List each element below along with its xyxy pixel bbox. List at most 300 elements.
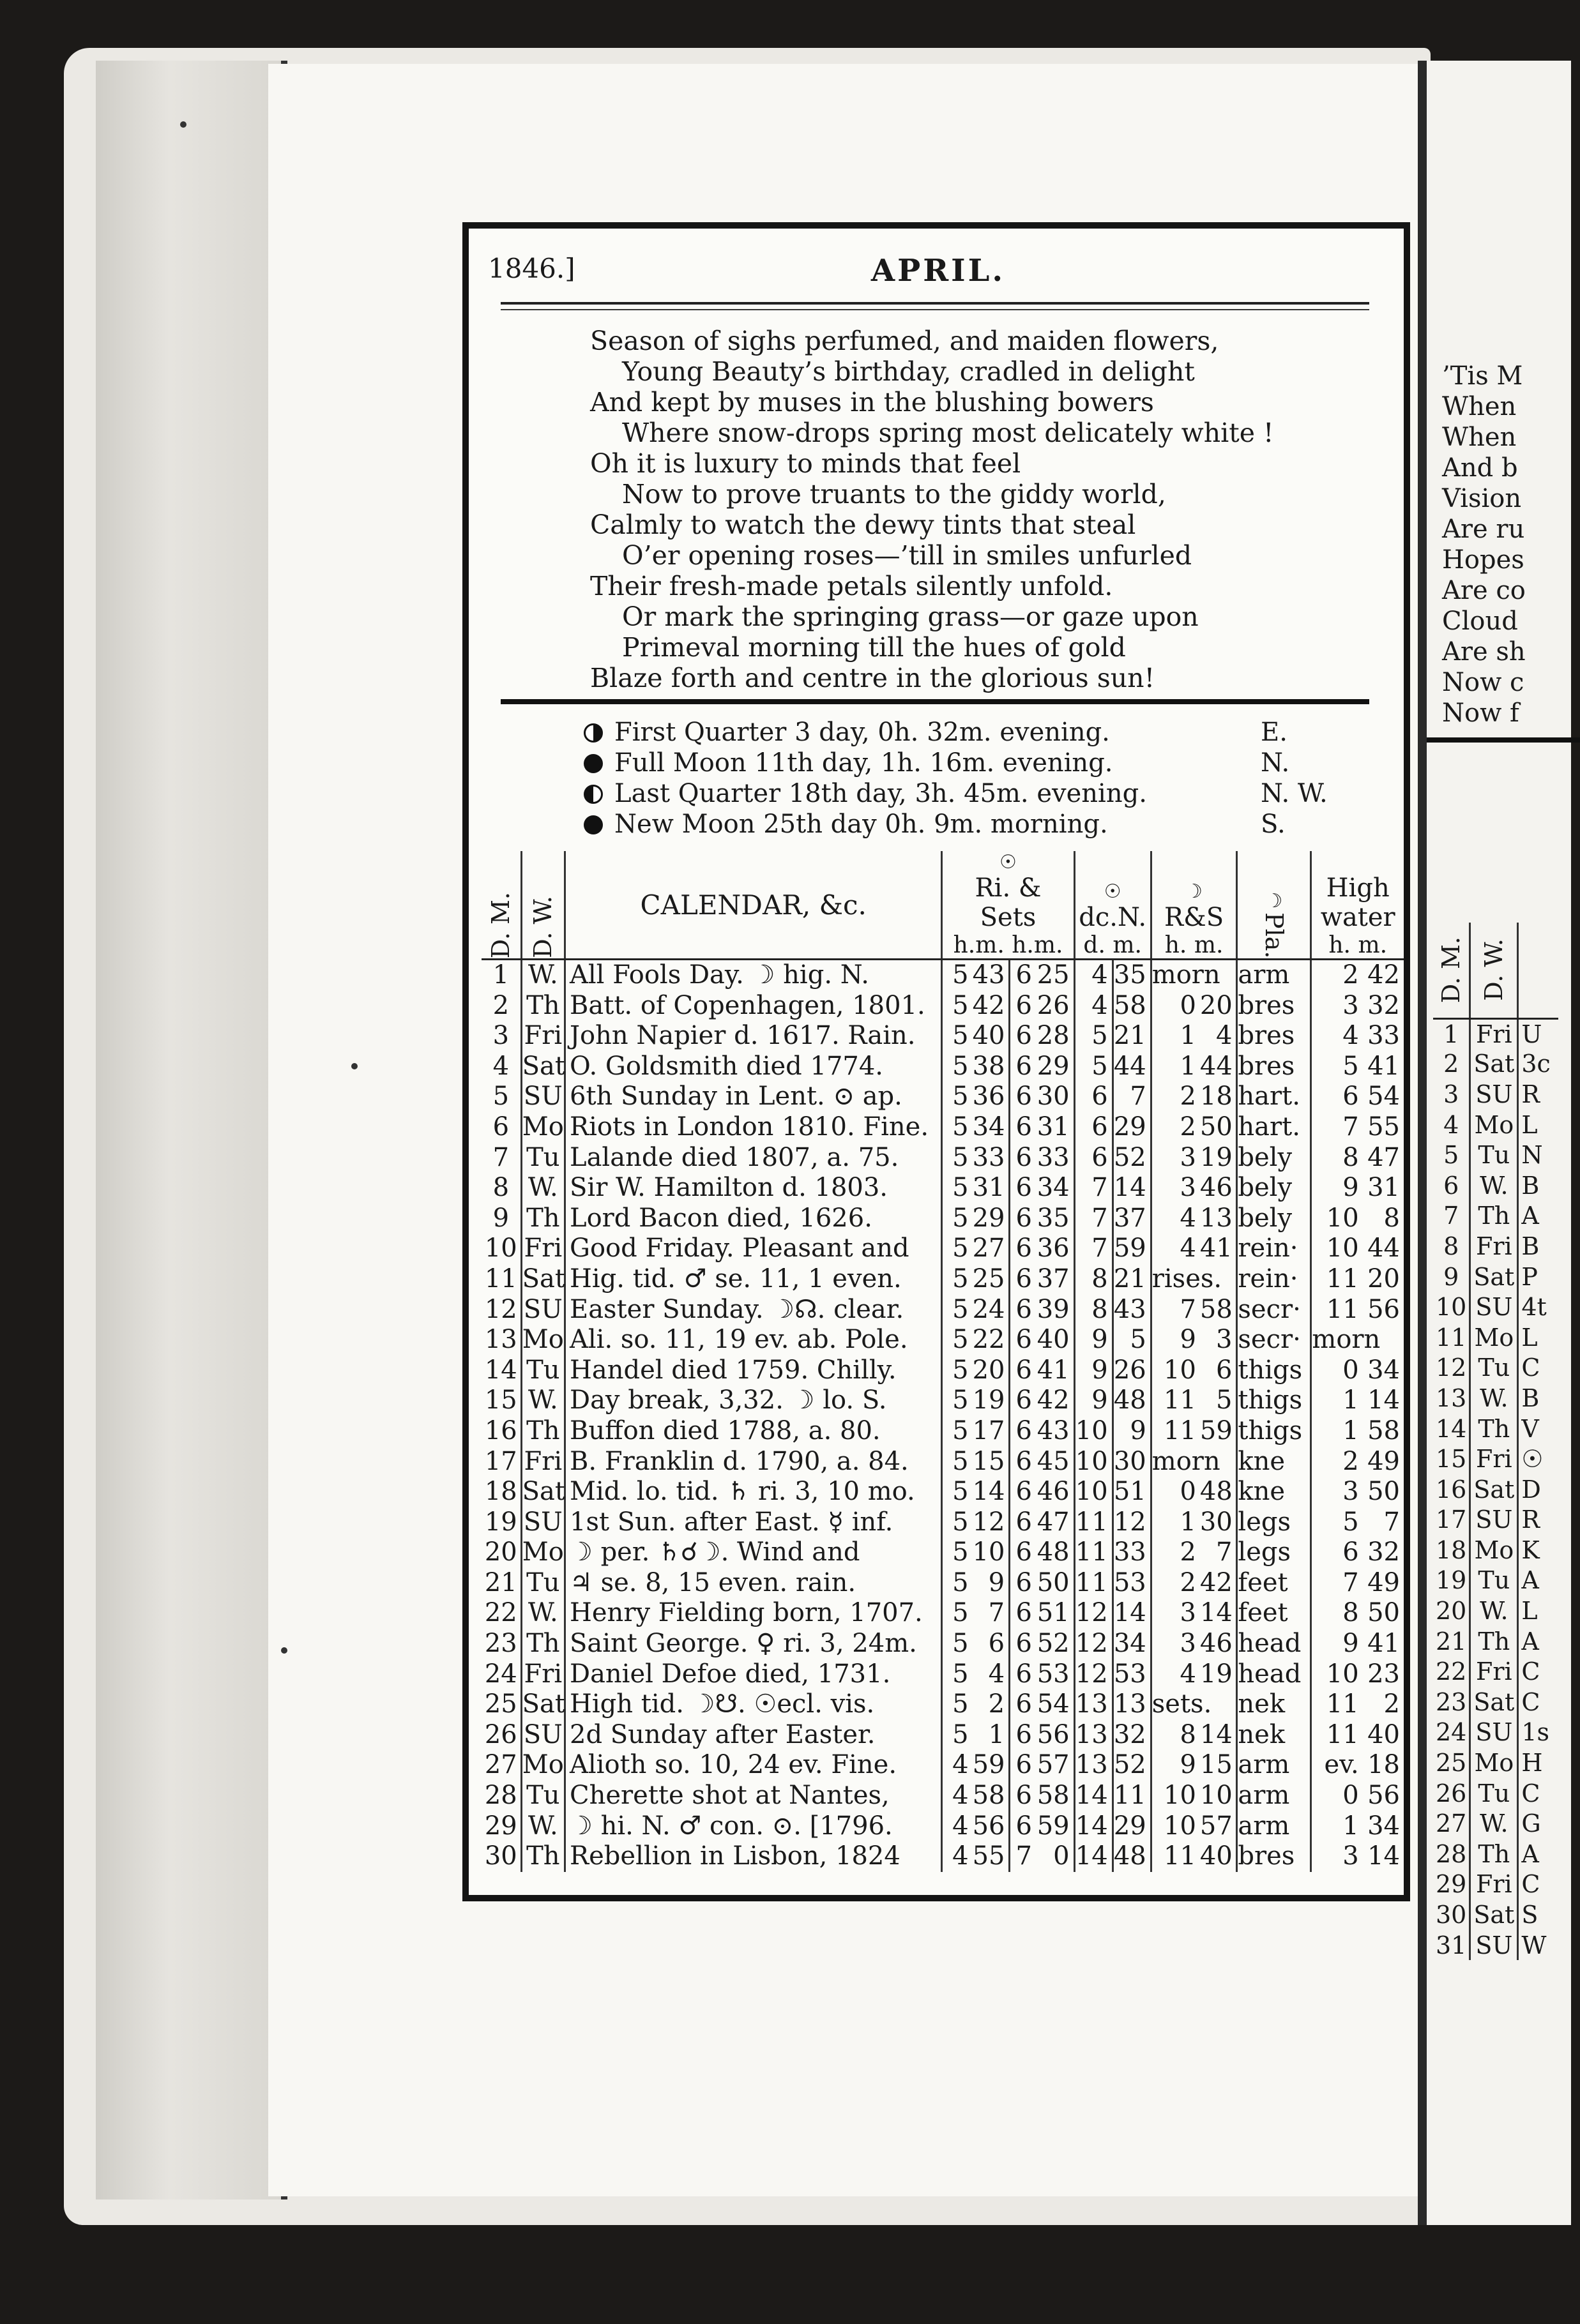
table-row bbox=[482, 1021, 1404, 1052]
high-water-hour: 1 bbox=[1342, 1385, 1359, 1415]
day-of-month: 30 bbox=[482, 1841, 521, 1872]
next-page-weekday: W. bbox=[1470, 1383, 1518, 1414]
next-page-weekday: W. bbox=[1470, 1808, 1518, 1839]
moon-place: bres bbox=[1237, 1021, 1311, 1052]
poem-line: Where snow-drops spring most delicately white ! bbox=[622, 418, 1274, 448]
sunrise-minute: 25 bbox=[973, 1264, 1010, 1295]
declination-degrees: 4 bbox=[1074, 960, 1113, 991]
high-water-hour: 6 bbox=[1342, 1082, 1359, 1112]
table-row bbox=[482, 1234, 1404, 1264]
next-page-day: 2 bbox=[1433, 1049, 1470, 1080]
day-of-week: W. bbox=[521, 960, 565, 991]
next-page-event: C bbox=[1521, 1870, 1540, 1899]
sunset-minute: 43 bbox=[1036, 1416, 1074, 1447]
declination-degrees: 11 bbox=[1074, 1568, 1113, 1599]
high-water-hour: 9 bbox=[1342, 1629, 1359, 1659]
high-water-hour: 11 bbox=[1326, 1719, 1359, 1749]
next-page-row bbox=[1433, 1201, 1558, 1232]
day-of-week: Mo bbox=[522, 1112, 564, 1142]
high-water-minute: 14 bbox=[1367, 1385, 1400, 1415]
moon-rise-set-minute: 20 bbox=[1200, 991, 1237, 1022]
high-water-minute: 56 bbox=[1367, 1294, 1400, 1324]
next-page-day: 29 bbox=[1433, 1869, 1470, 1900]
next-page-weekday: Mo bbox=[1470, 1535, 1518, 1566]
sunrise-hour: 5 bbox=[952, 1446, 969, 1476]
sunset-hour: 6 bbox=[1015, 1264, 1032, 1294]
next-page-day: 23 bbox=[1433, 1687, 1470, 1717]
next-page-event: G bbox=[1521, 1809, 1541, 1838]
sunrise-hour: 5 bbox=[952, 1325, 969, 1355]
sunset-hour: 6 bbox=[1015, 990, 1032, 1020]
sunset-hour: 6 bbox=[1015, 1325, 1032, 1355]
calendar-event: 2d Sunday after Easter. bbox=[565, 1720, 942, 1751]
moon-rise-set-minute: 44 bbox=[1200, 1052, 1237, 1082]
sunset-hour: 6 bbox=[1015, 1051, 1032, 1081]
declination-minutes: 14 bbox=[1113, 1598, 1151, 1629]
day-of-month: 28 bbox=[482, 1781, 521, 1811]
moon-place: hart. bbox=[1237, 1112, 1311, 1143]
next-page-poem-line: When bbox=[1442, 392, 1517, 421]
moon-place: head bbox=[1237, 1659, 1311, 1690]
high-water-hour: 3 bbox=[1342, 1477, 1359, 1507]
next-page-row bbox=[1433, 1140, 1558, 1170]
declination-minutes: 11 bbox=[1113, 1781, 1151, 1811]
sunrise-hour: 5 bbox=[952, 1719, 969, 1749]
moon-rise-set-minute: 18 bbox=[1200, 1082, 1237, 1112]
day-of-month: 4 bbox=[482, 1052, 521, 1082]
next-page-weekday: Fri bbox=[1470, 1231, 1518, 1262]
calendar-event: Easter Sunday. ☽☊. clear. bbox=[565, 1295, 942, 1325]
sunset-hour: 6 bbox=[1015, 1629, 1032, 1659]
sunset-minute: 48 bbox=[1036, 1537, 1074, 1568]
next-page-row bbox=[1433, 1687, 1558, 1717]
next-page-weekday: Fri bbox=[1470, 1869, 1518, 1900]
sunset-hour: 6 bbox=[1015, 1234, 1032, 1264]
day-of-month: 14 bbox=[482, 1355, 521, 1386]
sunrise-hour: 5 bbox=[952, 1203, 969, 1233]
next-page-row bbox=[1433, 1231, 1558, 1262]
col-header-moon: ☽ R&S h. m. bbox=[1151, 851, 1237, 960]
sunrise-hour: 5 bbox=[952, 1507, 969, 1537]
next-page-day: 8 bbox=[1433, 1231, 1470, 1262]
moon-phase-direction: N. bbox=[1261, 748, 1290, 778]
sunrise-minute: 4 bbox=[973, 1659, 1010, 1690]
high-water-minute: 32 bbox=[1367, 990, 1400, 1020]
sunset-minute: 28 bbox=[1036, 1021, 1074, 1052]
moon-place: secr· bbox=[1237, 1325, 1311, 1355]
calendar-event: Riots in London 1810. Fine. bbox=[565, 1112, 942, 1143]
sunset-minute: 53 bbox=[1036, 1659, 1074, 1690]
table-row bbox=[482, 1477, 1404, 1507]
moon-rise-set-hour: rises. bbox=[1151, 1264, 1222, 1294]
declination-minutes: 30 bbox=[1113, 1447, 1151, 1477]
calendar-event: Alioth so. 10, 24 ev. Fine. bbox=[565, 1750, 942, 1781]
moon-place: thigs bbox=[1237, 1385, 1311, 1416]
declination-degrees: 12 bbox=[1074, 1629, 1113, 1659]
next-page-table bbox=[1433, 923, 1558, 1960]
declination-degrees: 7 bbox=[1074, 1234, 1113, 1264]
moon-rise-set-minute: 3 bbox=[1200, 1325, 1237, 1355]
sunrise-minute: 55 bbox=[973, 1841, 1010, 1872]
sunset-minute: 30 bbox=[1036, 1082, 1074, 1112]
sunrise-hour: 4 bbox=[952, 1811, 969, 1841]
moon-rise-set-hour: 11 bbox=[1164, 1385, 1196, 1415]
high-water-minute: 23 bbox=[1367, 1659, 1400, 1689]
next-page-poem-line: Hopes bbox=[1442, 545, 1524, 575]
sunset-hour: 6 bbox=[1015, 1507, 1032, 1537]
sunset-hour: 6 bbox=[1015, 1567, 1032, 1597]
high-water-hour: 4 bbox=[1342, 1021, 1359, 1051]
next-page-weekday: SU bbox=[1470, 1505, 1518, 1535]
day-of-week: Mo bbox=[522, 1537, 564, 1567]
next-page-weekday: Th bbox=[1470, 1414, 1518, 1444]
high-water-hour: 9 bbox=[1342, 1173, 1359, 1203]
next-page-day: 21 bbox=[1433, 1626, 1470, 1657]
table-row bbox=[482, 1568, 1404, 1599]
high-water-minute: 7 bbox=[1383, 1507, 1400, 1537]
table-row bbox=[482, 1204, 1404, 1234]
sunset-hour: 6 bbox=[1015, 1811, 1032, 1841]
next-page-weekday: Tu bbox=[1470, 1140, 1518, 1170]
day-of-month: 22 bbox=[482, 1598, 521, 1629]
moon-rise-set-hour: 3 bbox=[1180, 1142, 1196, 1172]
next-page-day: 17 bbox=[1433, 1505, 1470, 1535]
moon-place: secr· bbox=[1237, 1295, 1311, 1325]
poem-line: Or mark the springing grass—or gaze upon bbox=[622, 601, 1199, 632]
next-page-weekday: Tu bbox=[1470, 1778, 1518, 1809]
moon-place: bres bbox=[1237, 991, 1311, 1022]
high-water-hour: 11 bbox=[1326, 1294, 1359, 1324]
table-row bbox=[482, 1507, 1404, 1538]
moon-phase-row bbox=[584, 809, 1286, 840]
sunrise-hour: 5 bbox=[952, 1112, 969, 1142]
high-water-minute: 55 bbox=[1367, 1112, 1400, 1142]
high-water-minute: 44 bbox=[1367, 1234, 1400, 1264]
day-of-month: 7 bbox=[482, 1143, 521, 1173]
moon-phase-direction: S. bbox=[1261, 810, 1286, 839]
sunrise-minute: 29 bbox=[973, 1204, 1010, 1234]
next-page-poem-line: Are co bbox=[1442, 576, 1526, 605]
moon-rise-set-hour: 0 bbox=[1180, 1477, 1196, 1507]
calendar-event: Rebellion in Lisbon, 1824 bbox=[565, 1841, 942, 1872]
day-of-week: Mo bbox=[522, 1325, 564, 1355]
next-page-weekday: Fri bbox=[1470, 1444, 1518, 1474]
sunrise-minute: 34 bbox=[973, 1112, 1010, 1143]
day-of-week: Sat bbox=[522, 1477, 565, 1507]
day-of-week: Th bbox=[521, 1841, 565, 1872]
moon-rise-set-hour: 4 bbox=[1180, 1203, 1196, 1233]
high-water-minute: 56 bbox=[1367, 1781, 1400, 1811]
next-page-day: 5 bbox=[1433, 1140, 1470, 1170]
poem-line: Season of sighs perfumed, and maiden flowers, bbox=[590, 326, 1219, 356]
sunrise-minute: 2 bbox=[973, 1689, 1010, 1720]
next-page-event: C bbox=[1521, 1657, 1540, 1686]
next-page-row bbox=[1433, 1414, 1558, 1444]
moon-place: feet bbox=[1237, 1568, 1311, 1599]
high-water-minute: 41 bbox=[1367, 1051, 1400, 1081]
next-page-event: C bbox=[1521, 1779, 1540, 1807]
sunset-minute: 36 bbox=[1036, 1234, 1074, 1264]
calendar-event: Henry Fielding born, 1707. bbox=[565, 1598, 942, 1629]
poem-line: And kept by muses in the blushing bowers bbox=[590, 387, 1154, 418]
moon-phase-row bbox=[584, 778, 1328, 809]
next-page-dw-header: D. W. bbox=[1480, 939, 1508, 1002]
high-water-hour: 11 bbox=[1326, 1264, 1359, 1294]
calendar-event: All Fools Day. ☽ hig. N. bbox=[565, 960, 942, 991]
poem-line: O’er opening roses—’till in smiles unfurled bbox=[622, 540, 1192, 571]
next-page-day: 3 bbox=[1433, 1079, 1470, 1110]
moon-place: arm bbox=[1237, 1781, 1311, 1811]
sunset-hour: 6 bbox=[1015, 1021, 1032, 1051]
next-page-event: A bbox=[1521, 1627, 1539, 1656]
next-page-row bbox=[1433, 1869, 1558, 1900]
day-of-month: 12 bbox=[482, 1295, 521, 1325]
spine-mark bbox=[180, 121, 186, 128]
sunrise-minute: 33 bbox=[973, 1143, 1010, 1173]
moon-rise-set-hour: 11 bbox=[1164, 1415, 1196, 1445]
declination-minutes: 51 bbox=[1113, 1477, 1151, 1507]
next-page-event: D bbox=[1521, 1475, 1541, 1504]
sunset-minute: 58 bbox=[1036, 1781, 1074, 1811]
sunrise-hour: 5 bbox=[952, 1142, 969, 1172]
table-row bbox=[482, 1447, 1404, 1477]
moon-rise-set-minute: 19 bbox=[1200, 1143, 1237, 1173]
declination-degrees: 4 bbox=[1074, 991, 1113, 1022]
high-water-minute: 50 bbox=[1367, 1598, 1400, 1628]
sunset-minute: 59 bbox=[1036, 1811, 1074, 1842]
last-quarter-moon-icon bbox=[584, 785, 603, 804]
sunrise-minute: 22 bbox=[973, 1325, 1010, 1355]
next-page-row bbox=[1433, 1322, 1558, 1353]
sunrise-hour: 5 bbox=[952, 1415, 969, 1445]
sunset-hour: 6 bbox=[1015, 1082, 1032, 1112]
declination-degrees: 11 bbox=[1074, 1537, 1113, 1568]
table-row bbox=[482, 1781, 1404, 1811]
moon-phase-row bbox=[584, 748, 1290, 778]
sunset-minute: 0 bbox=[1036, 1841, 1074, 1872]
next-page-weekday: Sat bbox=[1470, 1687, 1518, 1717]
sunrise-minute: 12 bbox=[973, 1507, 1010, 1538]
table-row bbox=[482, 1598, 1404, 1629]
moon-place: nek bbox=[1237, 1720, 1311, 1751]
sunrise-hour: 5 bbox=[952, 1051, 969, 1081]
sunrise-hour: 5 bbox=[952, 1689, 969, 1719]
sunset-hour: 6 bbox=[1015, 1750, 1032, 1780]
calendar-event: B. Franklin d. 1790, a. 84. bbox=[565, 1447, 942, 1477]
table-row bbox=[482, 1295, 1404, 1325]
high-water-hour: 11 bbox=[1326, 1689, 1359, 1719]
declination-degrees: 14 bbox=[1074, 1811, 1113, 1842]
day-of-month: 27 bbox=[482, 1750, 521, 1781]
moon-rise-set-minute: 6 bbox=[1200, 1355, 1237, 1386]
next-page-event: R bbox=[1521, 1080, 1540, 1108]
day-of-month: 2 bbox=[482, 991, 521, 1022]
next-page-day: 11 bbox=[1433, 1322, 1470, 1353]
moon-place: legs bbox=[1237, 1507, 1311, 1538]
moon-place: kne bbox=[1237, 1477, 1311, 1507]
moon-phase-direction: E. bbox=[1261, 718, 1288, 747]
high-water-hour: 0 bbox=[1342, 1781, 1359, 1811]
next-page-row bbox=[1433, 1292, 1558, 1322]
sunset-minute: 41 bbox=[1036, 1355, 1074, 1386]
next-page-event: L bbox=[1521, 1597, 1538, 1626]
high-water-hour: 10 bbox=[1326, 1234, 1359, 1264]
sunrise-hour: 5 bbox=[952, 1294, 969, 1324]
moon-rise-set-hour: 9 bbox=[1180, 1750, 1196, 1780]
moon-place: arm bbox=[1237, 960, 1311, 991]
moon-rise-set-hour: 10 bbox=[1164, 1355, 1196, 1385]
moon-rise-set-minute: 42 bbox=[1200, 1568, 1237, 1599]
sunrise-hour: 5 bbox=[952, 1021, 969, 1051]
declination-degrees: 7 bbox=[1074, 1204, 1113, 1234]
sunset-hour: 6 bbox=[1015, 1112, 1032, 1142]
next-page-row bbox=[1433, 1170, 1558, 1201]
moon-rise-set-hour: 10 bbox=[1164, 1781, 1196, 1811]
moon-face-icon: ☽ bbox=[1185, 880, 1203, 903]
table-row bbox=[482, 1841, 1404, 1872]
high-water-minute: 58 bbox=[1367, 1415, 1400, 1445]
calendar-event: Day break, 3,32. ☽ lo. S. bbox=[565, 1385, 942, 1416]
next-page-day: 12 bbox=[1433, 1353, 1470, 1384]
moon-rise-set-minute: 41 bbox=[1200, 1234, 1237, 1264]
next-page-row bbox=[1433, 1596, 1558, 1626]
sunset-hour: 6 bbox=[1015, 1781, 1032, 1811]
next-page-weekday: Th bbox=[1470, 1201, 1518, 1232]
next-page-day: 9 bbox=[1433, 1262, 1470, 1292]
moon-place: bres bbox=[1237, 1052, 1311, 1082]
high-water-hour: 3 bbox=[1342, 1841, 1359, 1871]
day-of-week: Sat bbox=[522, 1051, 565, 1081]
header-rule-thin bbox=[501, 309, 1369, 310]
high-water-hour: 10 bbox=[1326, 1203, 1359, 1233]
sunrise-minute: 43 bbox=[973, 960, 1010, 991]
next-page-row bbox=[1433, 1839, 1558, 1869]
declination-degrees: 6 bbox=[1074, 1082, 1113, 1112]
sunrise-minute: 24 bbox=[973, 1295, 1010, 1325]
sunset-minute: 51 bbox=[1036, 1598, 1074, 1629]
calendar-event: Batt. of Copenhagen, 1801. bbox=[565, 991, 942, 1022]
poem bbox=[590, 326, 1273, 693]
day-of-week: W. bbox=[521, 1173, 565, 1204]
moon-phase-direction: N. W. bbox=[1261, 779, 1328, 808]
moon-rise-set-minute: 50 bbox=[1200, 1112, 1237, 1143]
sunrise-hour: 5 bbox=[952, 1173, 969, 1203]
next-page-day: 1 bbox=[1433, 1018, 1470, 1049]
next-page-row bbox=[1433, 1930, 1558, 1961]
moon-rise-set-hour: 3 bbox=[1180, 1598, 1196, 1628]
sunrise-minute: 6 bbox=[973, 1629, 1010, 1659]
day-of-month: 13 bbox=[482, 1325, 521, 1355]
day-of-month: 29 bbox=[482, 1811, 521, 1842]
moon-rise-set-minute: 14 bbox=[1200, 1720, 1237, 1751]
high-water-minute: 54 bbox=[1367, 1082, 1400, 1112]
sunset-hour: 6 bbox=[1015, 1385, 1032, 1415]
next-page-day: 19 bbox=[1433, 1566, 1470, 1596]
calendar-event: Good Friday. Pleasant and bbox=[565, 1234, 942, 1264]
sunrise-hour: 5 bbox=[952, 1082, 969, 1112]
next-page-day: 4 bbox=[1433, 1110, 1470, 1140]
sunset-hour: 6 bbox=[1015, 1294, 1032, 1324]
poem-line: Calmly to watch the dewy tints that steal bbox=[590, 509, 1136, 540]
day-of-month: 17 bbox=[482, 1447, 521, 1477]
next-page-weekday: Tu bbox=[1470, 1566, 1518, 1596]
declination-degrees: 9 bbox=[1074, 1385, 1113, 1416]
high-water-hour: 8 bbox=[1342, 1598, 1359, 1628]
next-page-day: 6 bbox=[1433, 1170, 1470, 1201]
calendar-event: O. Goldsmith died 1774. bbox=[565, 1052, 942, 1082]
sunrise-hour: 5 bbox=[952, 990, 969, 1020]
next-page-event: R bbox=[1521, 1505, 1540, 1534]
high-water-hour: 8 bbox=[1342, 1142, 1359, 1172]
next-page-poem-line: When bbox=[1442, 423, 1517, 452]
sun-icon: ☉ bbox=[999, 851, 1017, 873]
next-page-row bbox=[1433, 1535, 1558, 1566]
moon-place: bely bbox=[1237, 1173, 1311, 1204]
declination-minutes: 59 bbox=[1113, 1234, 1151, 1264]
declination-minutes: 9 bbox=[1113, 1416, 1151, 1447]
next-page-event: S bbox=[1521, 1901, 1538, 1929]
moon-phase-text: First Quarter 3 day, 0h. 32m. evening. bbox=[614, 718, 1110, 747]
day-of-week: Th bbox=[521, 991, 565, 1022]
next-page-event: N bbox=[1521, 1141, 1543, 1170]
sunrise-minute: 17 bbox=[973, 1416, 1010, 1447]
day-of-week: Tu bbox=[521, 1355, 565, 1386]
table-row bbox=[482, 1325, 1404, 1355]
declination-minutes: 5 bbox=[1113, 1325, 1151, 1355]
next-page-poem-line: Cloud bbox=[1442, 607, 1518, 636]
sunset-minute: 31 bbox=[1036, 1112, 1074, 1143]
sunset-minute: 56 bbox=[1036, 1720, 1074, 1751]
declination-minutes: 43 bbox=[1113, 1295, 1151, 1325]
table-row bbox=[482, 1385, 1404, 1416]
calendar-event: 6th Sunday in Lent. ⊙ ap. bbox=[565, 1082, 942, 1112]
high-water-hour: 6 bbox=[1342, 1537, 1359, 1567]
high-water-minute: 47 bbox=[1367, 1142, 1400, 1172]
declination-degrees: 13 bbox=[1074, 1750, 1113, 1781]
sunrise-hour: 5 bbox=[952, 1567, 969, 1597]
day-of-month: 25 bbox=[482, 1689, 521, 1720]
next-page-day: 13 bbox=[1433, 1383, 1470, 1414]
sunset-hour: 6 bbox=[1015, 1689, 1032, 1719]
spine-mark bbox=[281, 1647, 287, 1654]
next-page-row bbox=[1433, 1808, 1558, 1839]
sunset-minute: 39 bbox=[1036, 1295, 1074, 1325]
next-page-event: 4t bbox=[1521, 1293, 1547, 1322]
next-page-edge bbox=[1418, 61, 1571, 2225]
day-of-week: Tu bbox=[521, 1143, 565, 1173]
moon-rise-set-hour: 1 bbox=[1180, 1051, 1196, 1081]
next-page-weekday: Th bbox=[1470, 1839, 1518, 1869]
high-water-minute: 42 bbox=[1367, 960, 1400, 990]
high-water-minute: 14 bbox=[1367, 1841, 1400, 1871]
next-page-day: 27 bbox=[1433, 1808, 1470, 1839]
table-row bbox=[482, 1750, 1404, 1781]
next-page-row bbox=[1433, 1717, 1558, 1748]
moon-rise-set-hour: morn bbox=[1151, 1446, 1220, 1476]
declination-minutes: 48 bbox=[1113, 1841, 1151, 1872]
declination-degrees: 11 bbox=[1074, 1507, 1113, 1538]
next-page-event: U bbox=[1521, 1020, 1542, 1048]
day-of-month: 10 bbox=[482, 1234, 521, 1264]
moon-rise-set-hour: morn bbox=[1151, 960, 1220, 990]
sunrise-hour: 4 bbox=[952, 1841, 969, 1871]
next-page-day: 16 bbox=[1433, 1474, 1470, 1505]
moon-rise-set-minute: 19 bbox=[1200, 1659, 1237, 1690]
sunrise-hour: 5 bbox=[952, 1537, 969, 1567]
next-page-day: 18 bbox=[1433, 1535, 1470, 1566]
next-page-day: 31 bbox=[1433, 1930, 1470, 1961]
moon-rise-set-minute: 30 bbox=[1200, 1507, 1237, 1538]
